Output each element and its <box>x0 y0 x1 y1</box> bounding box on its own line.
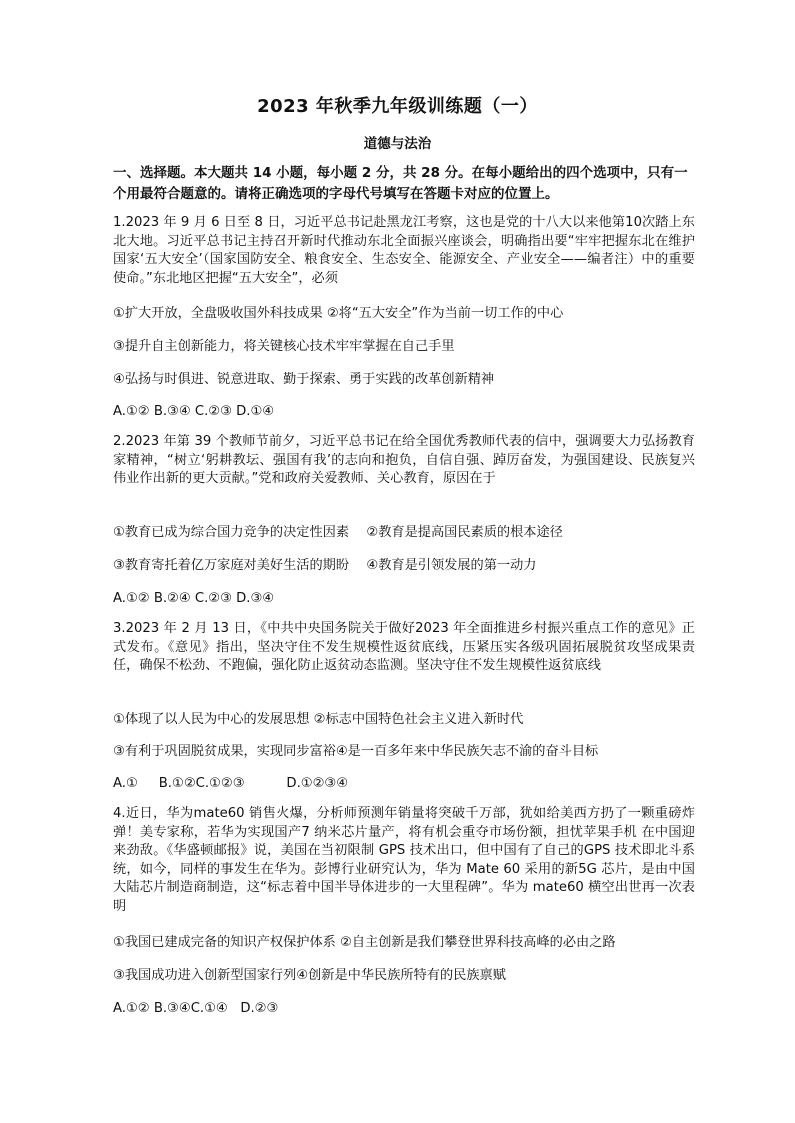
question-4-stem: 4.近日，华为mate60 销售火爆，分析师预测年销量将突破千万部，犹如给美西方扔了一颗重磅炸弹！美专家称，若华为实现国产7 纳米芯片量产，将有机会重夺市场份额，担忧苹果手机 在中国迎来劲敌。《华盛顿邮报》说，美国在当初限制 GPS 技术出口，但中国有了自己的GPS 技术即北斗系统，如今，同样的事发生在华为。彭博行业研究认为，华为 Mate 60 采用的新5G 芯片，是由中国大陆芯片制造商制造，这“标志着中国半导体进步的一大里程碑”。华为 mate60 横空出世再一次表明 <box>113 806 695 914</box>
exam-subject: 道德与法治 <box>363 136 432 152</box>
question-1-option-line: ①扩大开放，全盘吸收国外科技成果 ②将“五大安全”作为当前一切工作的中心 <box>113 306 564 321</box>
question-2-stem: 2.2023 年第 39 个教师节前夕，习近平总书记在给全国优秀教师代表的信中，强调要大力弘扬教育家精神，“树立‘躬耕教坛、强国有我’的志向和抱负，自信自强、踔厉奋发，为强国建设、民族复兴伟业作出新的更大贡献。”党和政府关爱教师、关心教育，原因在于 <box>113 434 695 486</box>
section-instructions: 一、选择题。本大题共 14 小题，每小题 2 分，共 28 分。在每小题给出的四个选项中，只有一个用最符合题意的。请将正确选项的字母代号填写在答题卡对应的位置上。 <box>113 165 688 202</box>
question-4-answers: A.①② B.③④C.①④ D.②③ <box>113 1001 279 1016</box>
question-2-option-line: ①教育已成为综合国力竞争的决定性因素 ②教育是提高国民素质的根本途径 <box>113 525 563 540</box>
question-1-stem: 1.2023 年 9 月 6 日至 8 日，习近平总书记赴黑龙江考察，这也是党的十八大以来他第10次踏上东北大地。习近平总书记主持召开新时代推动东北全面振兴座谈会，明确指出要“牢牢把握东北在维护国家‘五大安全’（国家国防安全、粮食安全、生态安全、能源安全、产业安全——编者注）中的重要使命。”东北地区把握“五大安全”，必须 <box>113 215 695 286</box>
question-3-stem: 3.2023 年 2 月 13 日，《中共中央国务院关于做好2023 年全面推进乡村振兴重点工作的意见》正式发布。《意见》指出，坚决守住不发生规模性返贫底线，压紧压实各级巩固拓展脱贫攻坚成果责任，确保不松劲、不跑偏，强化防止返贫动态监测。坚决守住不发生规模性返贫底线 <box>113 621 695 673</box>
question-2-option-line: ③教育寄托着亿万家庭对美好生活的期盼 ④教育是引领发展的第一动力 <box>113 558 537 573</box>
question-1-option-line: ③提升自主创新能力，将关键核心技术牢牢掌握在自己手里 <box>113 339 455 354</box>
question-4-option-line: ①我国已建成完备的知识产权保护体系 ②自主创新是我们攀登世界科技高峰的必由之路 <box>113 935 616 950</box>
question-1-option-line: ④弘扬与时俱进、锐意进取、勤于探索、勇于实践的改革创新精神 <box>113 372 495 387</box>
question-2-answers: A.①② B.②④ C.②③ D.③④ <box>113 591 275 606</box>
question-1-answers: A.①② B.③④ C.②③ D.①④ <box>113 404 275 419</box>
question-3-option-line: ①体现了以人民为中心的发展思想 ②标志中国特色社会主义进入新时代 <box>113 712 524 727</box>
question-4-option-line: ③我国成功进入创新型国家行列④创新是中华民族所特有的民族禀赋 <box>113 968 506 983</box>
question-3-answers: A.① B.①②C.①②③ D.①②③④ <box>113 776 349 791</box>
question-3-option-line: ③有利于巩固脱贫成果，实现同步富裕④是一百多年来中华民族矢志不渝的奋斗目标 <box>113 744 599 759</box>
exam-title: 2023 年秋季九年级训练题（一） <box>257 96 538 117</box>
